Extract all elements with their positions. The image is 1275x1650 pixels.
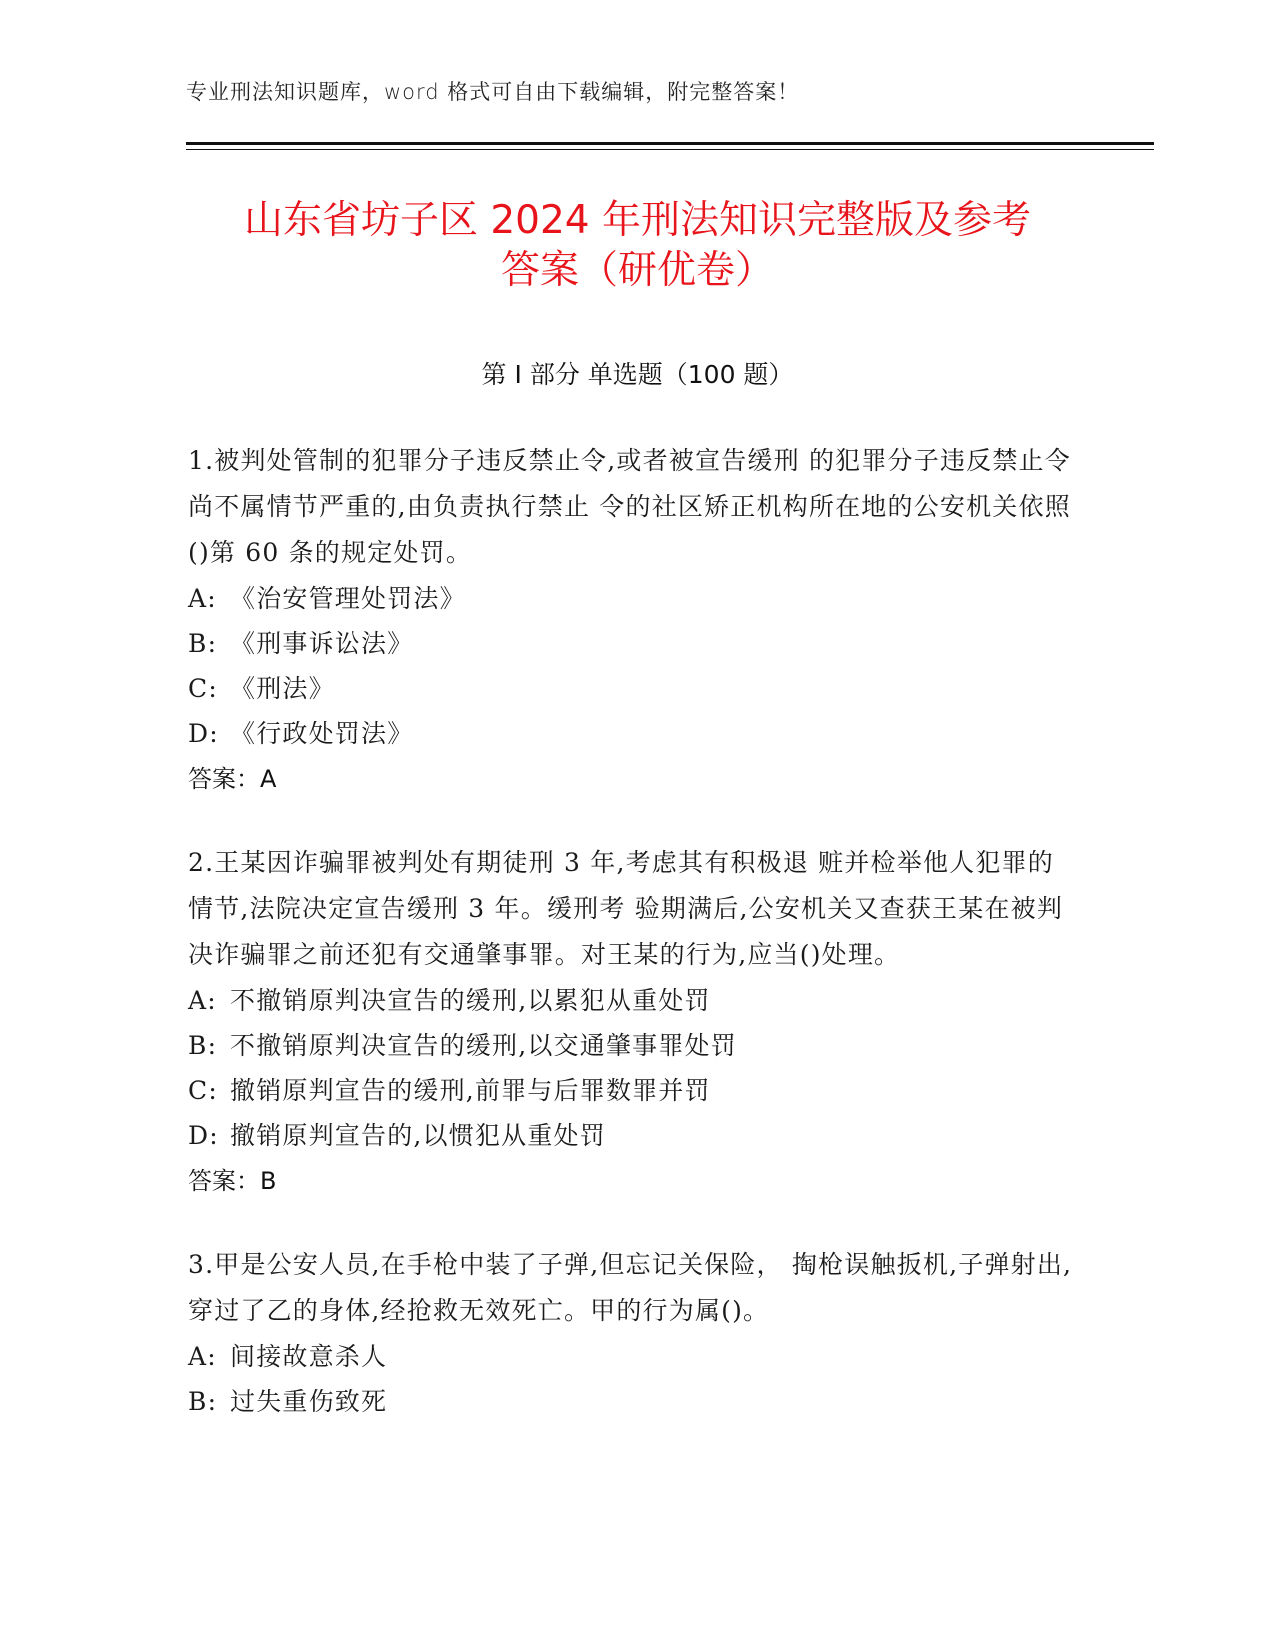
section-title: 第 I 部分 单选题（100 题） — [481, 360, 794, 389]
option-text: 《刑事诉讼法》 — [230, 629, 414, 658]
question-option-c — [188, 1068, 1078, 1113]
option-text: 间接故意杀人 — [230, 1342, 388, 1371]
question-list — [188, 438, 1078, 1462]
question-3 — [188, 1242, 1078, 1424]
question-option-b — [188, 1023, 1078, 1068]
question-option-c — [188, 666, 1078, 711]
question-option-a — [188, 576, 1078, 621]
option-text: 不撤销原判决宣告的缓刑,以累犯从重处罚 — [230, 986, 711, 1015]
question-option-a — [188, 978, 1078, 1023]
document-title-line-2: 答案（研优卷） — [500, 248, 774, 293]
option-key: A: — [188, 986, 217, 1015]
question-option-a — [188, 1334, 1078, 1379]
option-text: 撤销原判宣告的缓刑,前罪与后罪数罪并罚 — [230, 1076, 711, 1105]
option-text: 不撤销原判决宣告的缓刑,以交通肇事罪处罚 — [230, 1031, 737, 1060]
question-option-b — [188, 621, 1078, 666]
option-key: B: — [188, 1031, 218, 1060]
question-2 — [188, 840, 1078, 1204]
option-key: A: — [188, 584, 217, 613]
option-key: A: — [188, 1342, 217, 1371]
option-key: D: — [188, 719, 219, 748]
document-title — [120, 196, 1155, 296]
option-text: 《行政处罚法》 — [230, 719, 414, 748]
header-rule-thin — [186, 149, 1154, 150]
option-text: 《治安管理处罚法》 — [230, 584, 466, 613]
option-key: C: — [188, 674, 218, 703]
question-option-b — [188, 1379, 1078, 1424]
option-key: C: — [188, 1076, 218, 1105]
question-answer: 答案：B — [188, 1167, 277, 1195]
question-1 — [188, 438, 1078, 802]
question-stem: 1.被判处管制的犯罪分子违反禁止令,或者被宣告缓刑 的犯罪分子违反禁止令尚不属情节严重的,由负责执行禁止 令的社区矫正机构所在地的公安机关依照()第 60 条的规定处罚。 — [188, 446, 1071, 567]
question-stem: 2.王某因诈骗罪被判处有期徒刑 3 年,考虑其有积极退 赃并检举他人犯罪的情节,法院决定宣告缓刑 3 年。缓刑考 验期满后,公安机关又查获王某在被判决诈骗罪之前还犯有交通肇事罪。对王某的行为,应当()处理。 — [188, 848, 1064, 969]
header-note: 专业刑法知识题库，word 格式可自由下载编辑，附完整答案！ — [186, 80, 800, 104]
option-key: B: — [188, 1387, 218, 1416]
question-option-d — [188, 1113, 1078, 1158]
option-text: 《刑法》 — [230, 674, 335, 703]
option-key: D: — [188, 1121, 219, 1150]
option-text: 过失重伤致死 — [230, 1387, 388, 1416]
document-title-line-1: 山东省坊子区 2024 年刑法知识完整版及参考 — [243, 198, 1032, 243]
question-answer: 答案：A — [188, 765, 277, 793]
question-stem: 3.甲是公安人员,在手枪中装了子弹,但忘记关保险， 掏枪误触扳机,子弹射出,穿过了乙的身体,经抢救无效死亡。甲的行为属()。 — [188, 1250, 1073, 1325]
header-rule-thick — [186, 142, 1154, 145]
option-text: 撤销原判宣告的,以惯犯从重处罚 — [230, 1121, 606, 1150]
question-option-d — [188, 711, 1078, 756]
option-key: B: — [188, 629, 218, 658]
